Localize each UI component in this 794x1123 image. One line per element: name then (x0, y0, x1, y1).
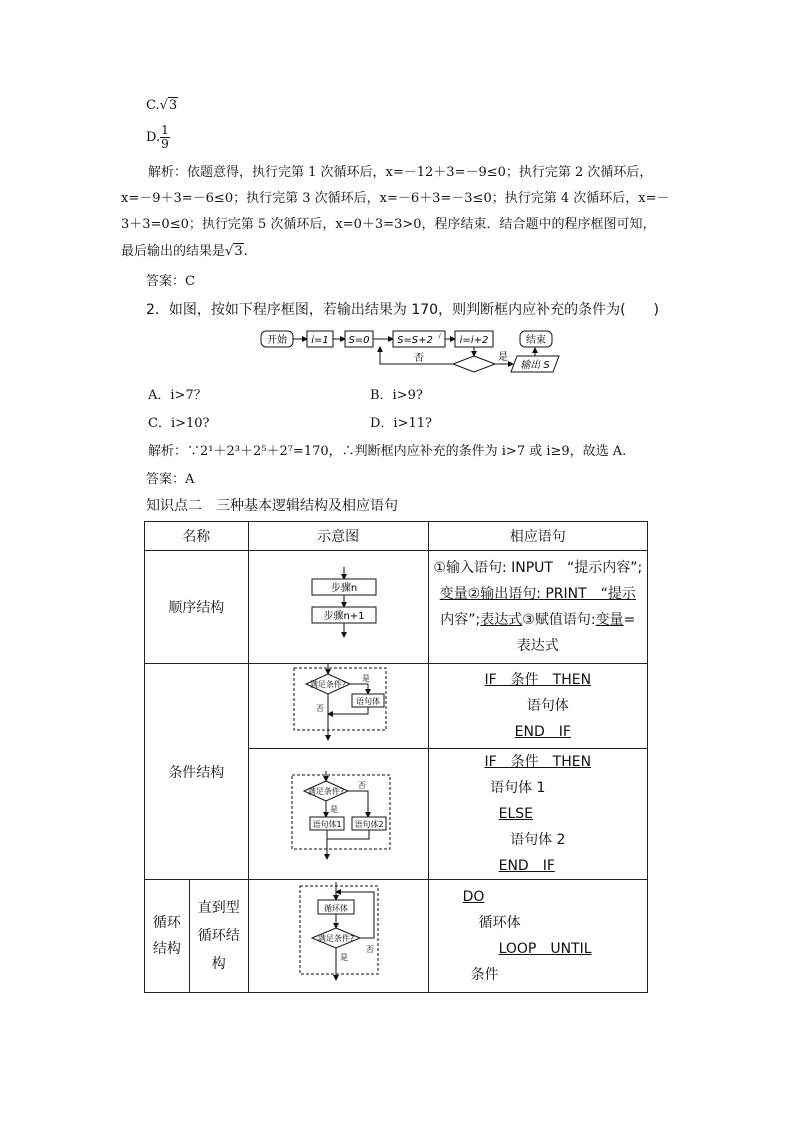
analysis1-line1: 解析：依题意得，执行完第 1 次循环后，x=－12＋3=－9≤0；执行完第 2 次循环后， (148, 165, 653, 180)
svg-text:是: 是 (498, 352, 508, 363)
svg-text:语句体2: 语句体2 (354, 820, 384, 829)
svg-text:语句体1: 语句体1 (312, 820, 342, 829)
seq-diagram (248, 551, 428, 664)
cond-name: 条件结构 (145, 664, 249, 880)
header-diagram: 示意图 (248, 522, 428, 551)
svg-text:步骤n+1: 步骤n+1 (323, 611, 365, 622)
cond-statements-1: IF 条件 THEN 语句体 END IF (428, 664, 647, 749)
choice-d: D．i>11? (370, 416, 432, 431)
choice-b: B．i>9? (370, 388, 423, 403)
svg-text:否: 否 (358, 781, 367, 790)
svg-text:是: 是 (330, 805, 339, 814)
choice-a: A．i>7？ (148, 388, 207, 403)
cond-diagram-1 (248, 664, 428, 749)
svg-text:满足条件?: 满足条件? (317, 934, 355, 943)
sqrt-sign-icon: √ (159, 98, 168, 113)
svg-text:S=S+2: S=S+2 (397, 335, 433, 346)
flow-decision (453, 356, 495, 372)
header-name: 名称 (145, 522, 249, 551)
loop-name: 循环 结构 (145, 880, 190, 993)
svg-text:S=0: S=0 (348, 335, 370, 346)
analysis1-line2: x=－9＋3=－6≤0；执行完第 3 次循环后，x=－6＋3=－3≤0；执行完第 4 次循环后，x=－ (121, 191, 670, 206)
question2: 2．如图，按如下程序框图，若输出结果为 170，则判断框内应补充的条件为( ) (146, 302, 660, 318)
svg-text:否: 否 (414, 353, 424, 364)
svg-text:满足条件?: 满足条件? (309, 680, 347, 689)
svg-text:i=1: i=1 (311, 335, 329, 346)
loop-diagram (248, 880, 428, 993)
svg-text:i=i+2: i=i+2 (459, 335, 489, 346)
svg-text:语句体: 语句体 (356, 697, 381, 706)
svg-text:满足条件?: 满足条件? (307, 787, 345, 796)
analysis1-line4: 最后输出的结果是√3. (121, 244, 248, 259)
svg-text:结束: 结束 (526, 335, 546, 346)
analysis1-line3: 3＋3=0≤0；执行完第 5 次循环后，x=0＋3=3>0，程序结束．结合题中的程序框图可知， (121, 217, 656, 232)
section-title: 知识点二 三种基本逻辑结构及相应语句 (146, 498, 398, 514)
svg-text:步骤n: 步骤n (330, 583, 358, 594)
answer1: 答案：C (146, 274, 195, 289)
svg-text:否: 否 (316, 704, 325, 713)
svg-text:开始: 开始 (267, 335, 287, 346)
fraction: $\frac{1}{9}$ (161, 123, 169, 151)
choice-c: C．i>10? (148, 416, 210, 431)
svg-text:i: i (439, 333, 441, 340)
svg-text:循环体: 循环体 (324, 904, 349, 913)
svg-text:是: 是 (340, 953, 349, 962)
loop-statements: DO 循环体 LOOP UNTIL 条件 (428, 880, 647, 993)
svg-text:输出 S: 输出 S (520, 360, 550, 371)
cond-statements-2: IF 条件 THEN 语句体 1 ELSE 语句体 2 END IF (428, 749, 647, 880)
loop-subname: 直到型 循环结 构 (189, 880, 248, 993)
svg-text:是: 是 (362, 674, 371, 683)
option-d: D. $\frac{1}{9}$ (146, 123, 169, 151)
logic-structure-table (144, 521, 648, 993)
answer2: 答案：A (146, 472, 195, 487)
header-statement: 相应语句 (428, 522, 647, 551)
svg-text:否: 否 (366, 945, 375, 954)
analysis2: 解析：∵2¹＋2³＋2⁵＋2⁷=170，∴判断框内应补充的条件为 i>7 或 i≥9，故选 A. (148, 444, 627, 459)
seq-name: 顺序结构 (145, 551, 249, 664)
seq-statements: ①输入语句: INPUT “提示内容”; 变量②输出语句: PRINT “提示 内容”;表达式③赋值语句:变量= 表达式 (428, 551, 647, 664)
option-c: C.√3 (146, 98, 178, 113)
sqrt-sign-icon: √ (225, 244, 234, 259)
cond-diagram-2 (248, 749, 428, 880)
program-flowchart (255, 326, 575, 382)
